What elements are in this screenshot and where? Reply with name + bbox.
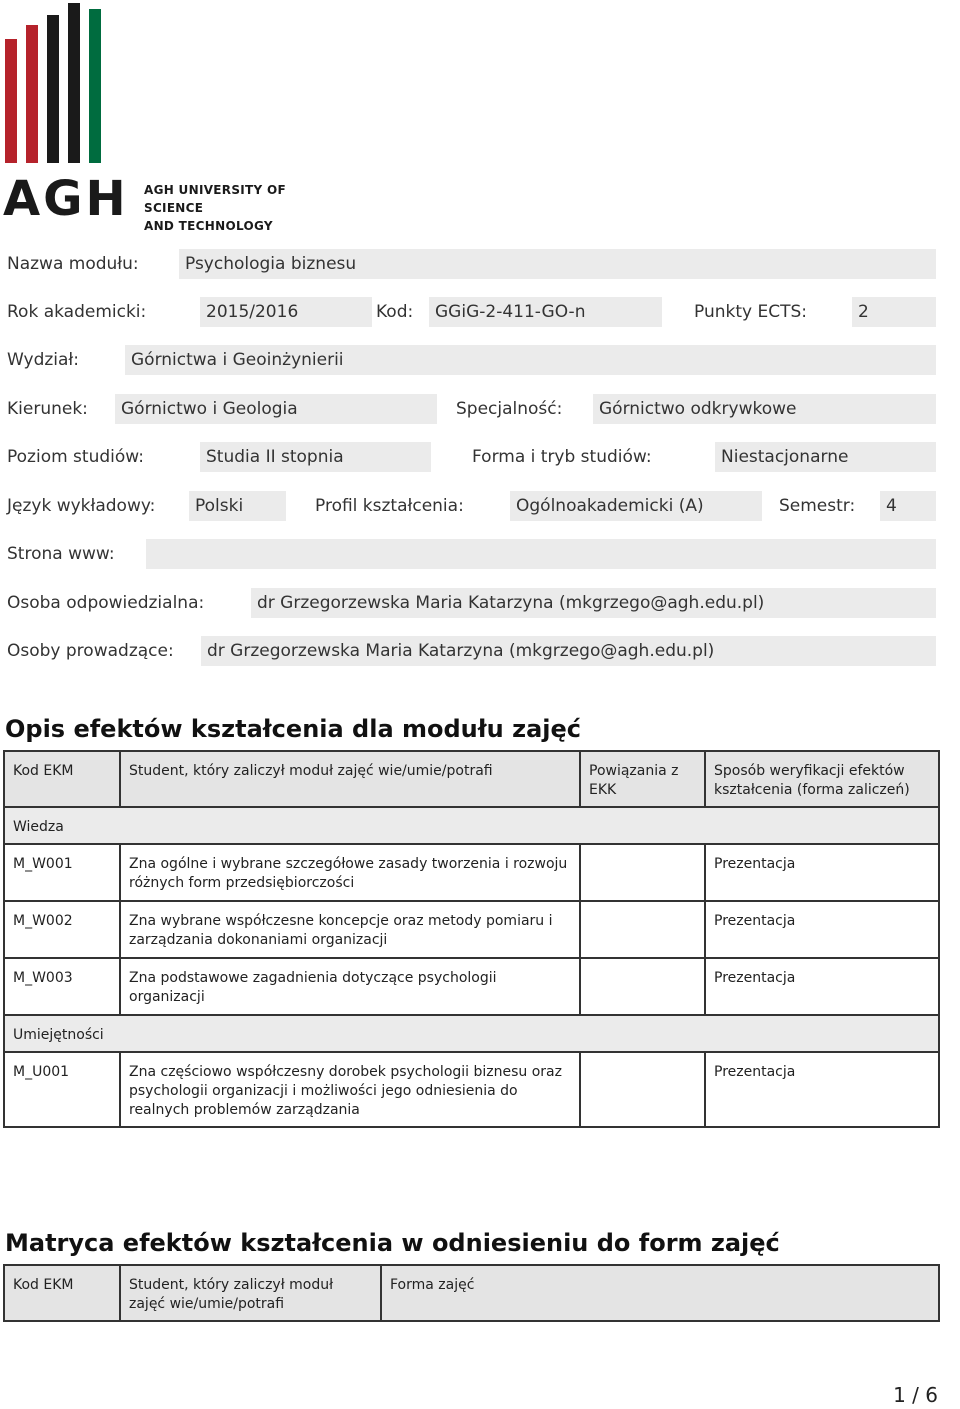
- matryca-table: [3, 1264, 940, 1322]
- kierunek-label: Kierunek:: [7, 399, 88, 419]
- ects-label: Punkty ECTS:: [694, 302, 807, 322]
- matryca-title: Matryca efektów kształcenia w odniesieniu do form zajęć: [5, 1229, 780, 1257]
- table-row: [4, 1052, 939, 1127]
- kierunek-value: Górnictwo i Geologia: [115, 394, 437, 424]
- specjalnosc-value: Górnictwo odkrywkowe: [593, 394, 936, 424]
- table-row: [4, 958, 939, 1015]
- header-opis: Student, który zaliczył moduł zajęć wie/umie/potrafi: [120, 1265, 381, 1321]
- row-powiazania: [580, 1052, 705, 1127]
- row-powiazania: [580, 958, 705, 1015]
- row-kod: M_W002: [4, 901, 120, 958]
- www-label: Strona www:: [7, 544, 115, 564]
- profil-label: Profil kształcenia:: [315, 496, 464, 516]
- row-sposob: Prezentacja: [705, 901, 939, 958]
- header-kod-ekm: Kod EKM: [4, 751, 120, 807]
- osoba-label: Osoba odpowiedzialna:: [7, 593, 205, 613]
- group-row-umiejetnosci: [4, 1015, 939, 1052]
- efekty-title: Opis efektów kształcenia dla modułu zajęć: [5, 715, 582, 743]
- group-wiedza: Wiedza: [4, 807, 939, 844]
- row-kod: M_W001: [4, 844, 120, 901]
- agh-stripes-graphic: [3, 3, 123, 168]
- efekty-header-row: [4, 751, 939, 807]
- forma-value: Niestacjonarne: [715, 442, 936, 472]
- jezyk-label: Język wykładowy:: [7, 496, 156, 516]
- header-powiazania: Powiązania z EKK: [580, 751, 705, 807]
- group-row-wiedza: [4, 807, 939, 844]
- prowadzace-value: dr Grzegorzewska Maria Katarzyna (mkgrzego@agh.edu.pl): [201, 636, 936, 666]
- row-opis: Zna ogólne i wybrane szczegółowe zasady tworzenia i rozwoju różnych form przedsiębiorczości: [120, 844, 580, 901]
- wydzial-label: Wydział:: [7, 350, 79, 370]
- wydzial-value: Górnictwa i Geoinżynierii: [125, 345, 936, 375]
- header-forma-zajec: Forma zajęć: [381, 1265, 939, 1321]
- row-kod: M_W003: [4, 958, 120, 1015]
- group-umiejetnosci: Umiejętności: [4, 1015, 939, 1052]
- row-sposob: Prezentacja: [705, 844, 939, 901]
- kod-label: Kod:: [376, 302, 414, 322]
- row-opis: Zna wybrane współczesne koncepcje oraz metody pomiaru i zarządzania dokonaniami organizacji: [120, 901, 580, 958]
- profil-value: Ogólnoakademicki (A): [510, 491, 762, 521]
- prowadzace-label: Osoby prowadzące:: [7, 641, 174, 661]
- osoba-value: dr Grzegorzewska Maria Katarzyna (mkgrzego@agh.edu.pl): [251, 588, 936, 618]
- poziom-label: Poziom studiów:: [7, 447, 144, 467]
- agh-university-name: AGH UNIVERSITY OF SCIENCE AND TECHNOLOGY: [144, 183, 286, 233]
- matryca-header-row: [4, 1265, 939, 1321]
- nazwa-label: Nazwa modułu:: [7, 254, 139, 274]
- ects-value: 2: [852, 297, 936, 327]
- header-sposob: Sposób weryfikacji efektów kształcenia (forma zaliczeń): [705, 751, 939, 807]
- poziom-value: Studia II stopnia: [200, 442, 431, 472]
- agh-logo-word: AGH: [3, 171, 129, 227]
- semestr-value: 4: [880, 491, 936, 521]
- rok-value: 2015/2016: [200, 297, 372, 327]
- row-kod: M_U001: [4, 1052, 120, 1127]
- table-row: [4, 901, 939, 958]
- specjalnosc-label: Specjalność:: [456, 399, 563, 419]
- row-opis: Zna podstawowe zagadnienia dotyczące psychologii organizacji: [120, 958, 580, 1015]
- kod-value: GGiG-2-411-GO-n: [429, 297, 662, 327]
- nazwa-value: Psychologia biznesu: [179, 249, 936, 279]
- header-kod-ekm: Kod EKM: [4, 1265, 120, 1321]
- header-opis: Student, który zaliczył moduł zajęć wie/umie/potrafi: [120, 751, 580, 807]
- row-powiazania: [580, 844, 705, 901]
- forma-label: Forma i tryb studiów:: [472, 447, 652, 467]
- jezyk-value: Polski: [189, 491, 286, 521]
- agh-logo: [3, 3, 343, 233]
- row-powiazania: [580, 901, 705, 958]
- row-opis: Zna częściowo współczesny dorobek psychologii biznesu oraz psychologii organizacji i możliwości jego odniesienia do realnych problemów zarządzania: [120, 1052, 580, 1127]
- row-sposob: Prezentacja: [705, 1052, 939, 1127]
- row-sposob: Prezentacja: [705, 958, 939, 1015]
- semestr-label: Semestr:: [779, 496, 856, 516]
- table-row: [4, 844, 939, 901]
- efekty-table: [3, 750, 940, 1128]
- rok-label: Rok akademicki:: [7, 302, 147, 322]
- www-value: [146, 539, 936, 569]
- page-number: 1 / 6: [893, 1383, 938, 1407]
